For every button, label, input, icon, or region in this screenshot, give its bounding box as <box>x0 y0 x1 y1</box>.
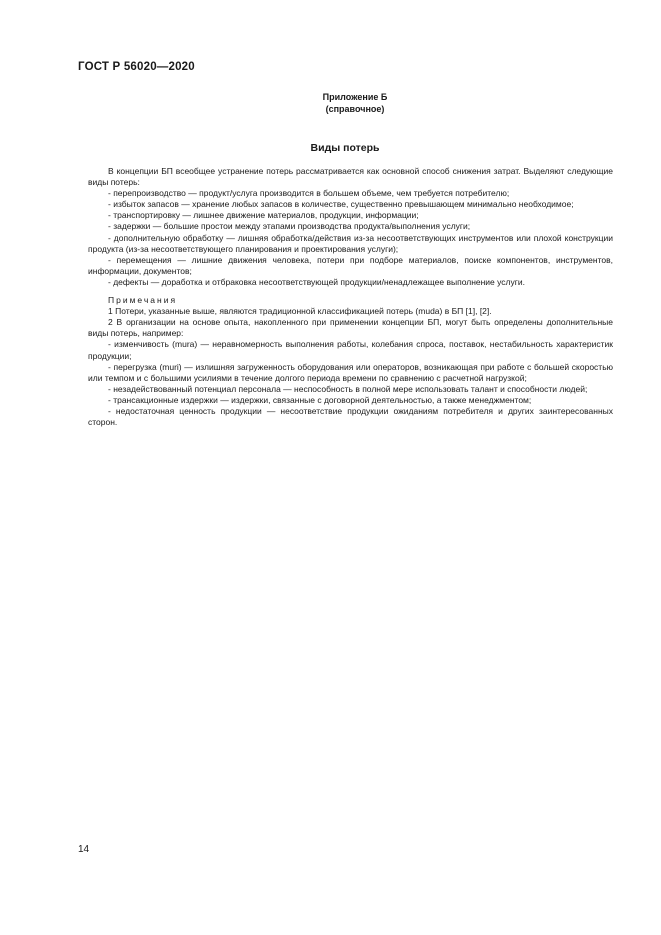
standard-code: ГОСТ Р 56020—2020 <box>78 61 195 73</box>
note-item: 1 Потери, указанные выше, являются традиционной классификацией потерь (muda) в БП [1], [2]. <box>108 306 492 317</box>
list-item: - транспортировку — лишнее движение материалов, продукции, информации; <box>108 210 419 221</box>
document-body <box>88 166 613 428</box>
list-item: - избыток запасов — хранение любых запасов в количестве, существенно превышающем минимально необходимое; <box>108 199 574 210</box>
note-list-item: - перегрузка (muri) — излишняя загруженность оборудования или операторов, возникающая при работе с большей скоростью или темпом и с большими усилиями в течение долгого периода времени по сравнению с расчетной нагрузкой; <box>88 361 613 383</box>
list-item: - дополнительную обработку — лишняя обработка/действия из-за несоответствующих инструментов или плохой конструкции продукта (из-за несоответствующего планирования и проектирования услуги); <box>88 232 613 254</box>
list-item: - перепроизводство — продукт/услуга производится в большем объеме, чем требуется потребителю; <box>108 188 510 199</box>
appendix-heading <box>280 91 430 115</box>
page-number: 14 <box>78 844 90 855</box>
appendix-title: Приложение Б <box>322 92 388 102</box>
list-item: - перемещения — лишние движения человека, потери при подборе материалов, поиске компонентов, инструментов, информации, документов; <box>88 254 613 276</box>
appendix-subtitle: (справочное) <box>325 104 385 114</box>
note-list-item: - трансакционные издержки — издержки, связанные с договорной деятельностью, а также менеджментом; <box>108 394 532 405</box>
intro-paragraph: В концепции БП всеобщее устранение потерь рассматривается как основной способ снижения затрат. Выделяют следующие виды потерь: <box>88 166 613 188</box>
note-item: 2 В организации на основе опыта, накопленного при применении концепции БП, могут быть определены дополнительные виды потерь, например: <box>88 317 613 339</box>
list-item: - задержки — большие простои между этапами производства продукта/выполнения услуги; <box>108 221 471 232</box>
list-item: - дефекты — доработка и отбраковка несоответствующей продукции/ненадлежащее выполнение услуги. <box>108 276 525 287</box>
note-list-item: - изменчивость (mura) — неравномерность выполнения работы, колебания спроса, поставок, нестабильность характеристик продукции; <box>88 339 613 361</box>
notes-heading: Примечания <box>108 295 178 306</box>
note-list-item: - недостаточная ценность продукции — несоответствие продукции ожиданиям потребителя и других заинтересованных сторон. <box>88 405 613 428</box>
section-title: Виды потерь <box>310 142 380 154</box>
note-list-item: - незадействованный потенциал персонала — неспособность в полной мере использовать талант и способности людей; <box>108 383 588 394</box>
